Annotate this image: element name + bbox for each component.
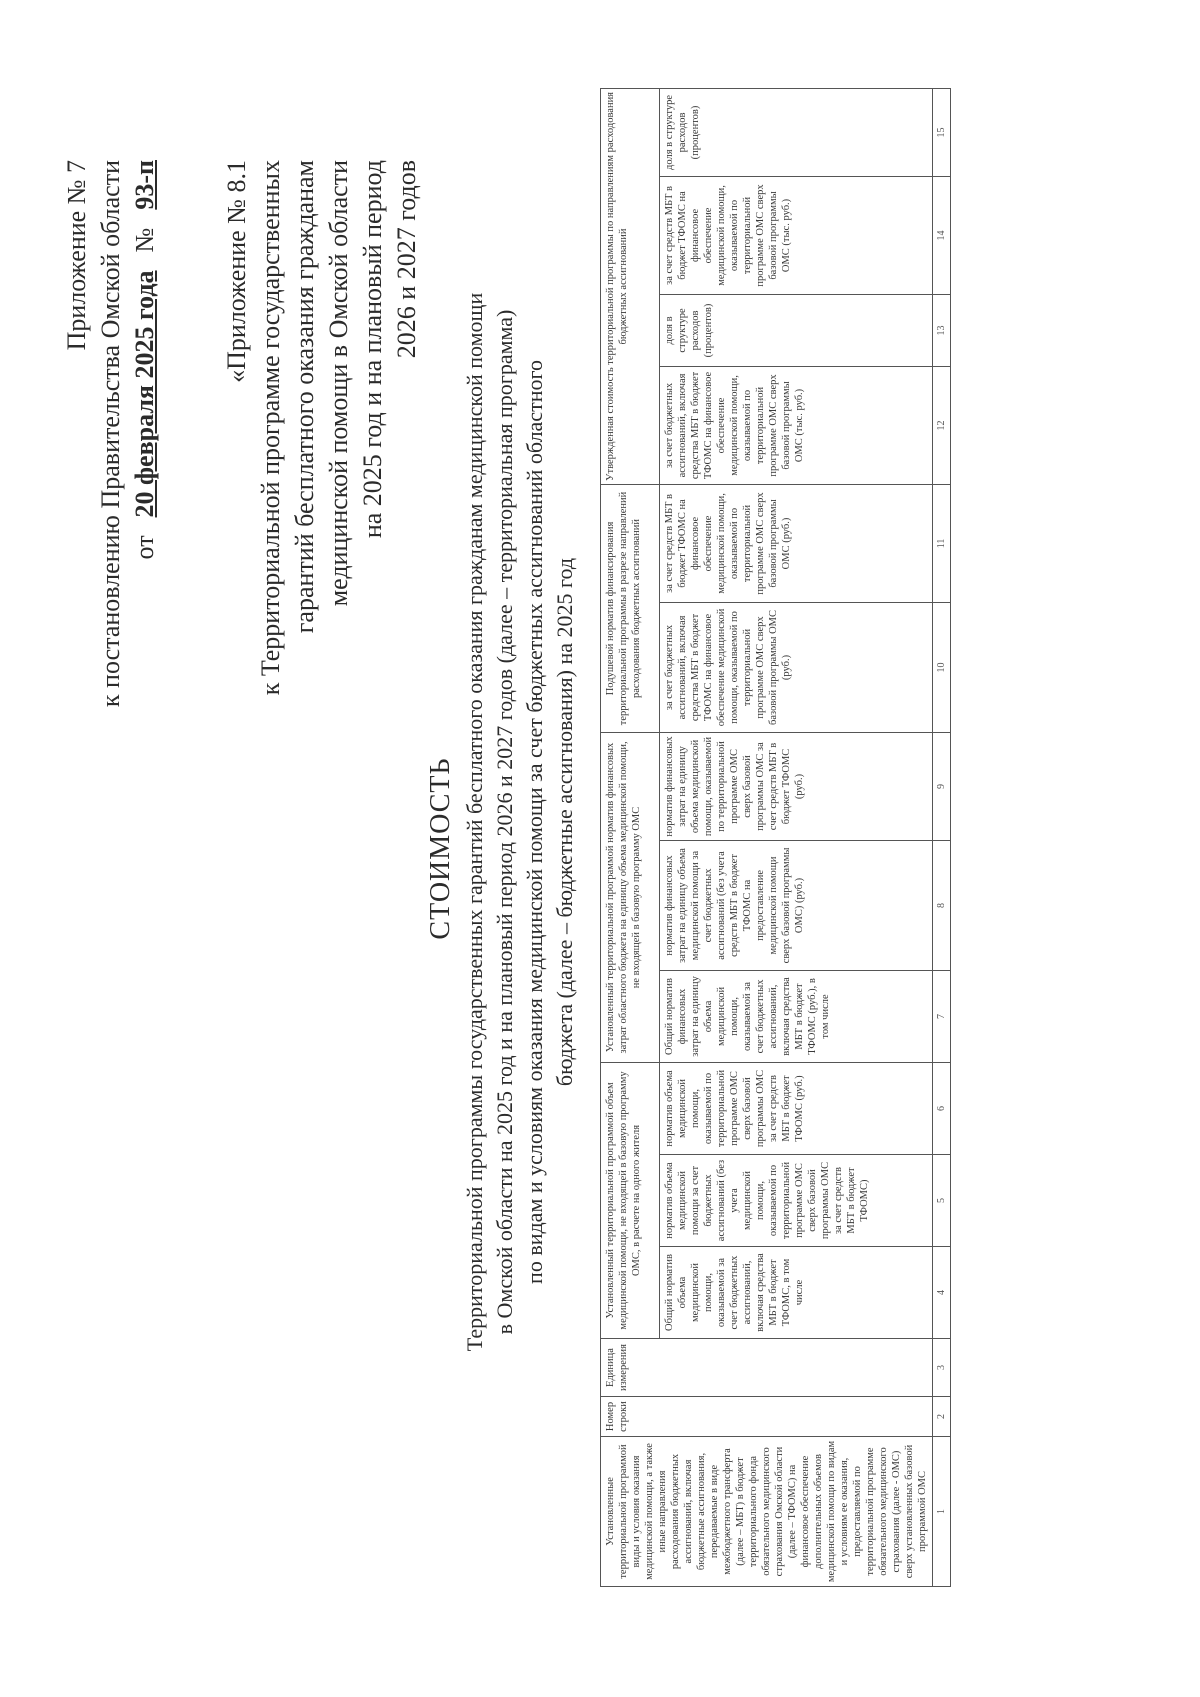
subtitle-line-2: в Омской области на 2025 год и на плановый период 2026 и 2027 годов (далее – территориальная программа) <box>492 309 517 1335</box>
column-number-row <box>933 88 951 1586</box>
column-number: 10 <box>933 602 951 732</box>
column-number: 7 <box>933 970 951 1062</box>
column-number: 2 <box>933 1397 951 1437</box>
appendix-line-5: на 2025 год и на плановый период <box>358 160 387 539</box>
header-group-1: Установленный территориальной программой объем медицинской помощи, не входящей в базовую программу ОМС, в расчете на одного жителя <box>601 1062 660 1338</box>
subtitle-line-3: по видам и условиям оказания медицинской помощи за счет бюджетных ассигнований областного <box>522 360 547 1284</box>
header-group-2: Установленный территориальной программой норматив финансовых затрат областного бюджета на единицу объема медицинской помощи, не входящей в базовую программу ОМС <box>601 732 660 1062</box>
decree-date: 20 февраля 2025 года <box>130 270 159 518</box>
document-title: СТОИМОСТЬ <box>425 757 456 940</box>
column-number: 3 <box>933 1339 951 1397</box>
header-cell-2: Номер строки <box>601 1397 933 1437</box>
cost-table <box>600 88 951 1587</box>
column-number: 13 <box>933 294 951 366</box>
column-number: 4 <box>933 1247 951 1339</box>
subtitle-line-4: бюджета (далее – бюджетные ассигнования) на 2025 год <box>552 557 577 1087</box>
column-number: 1 <box>933 1437 951 1587</box>
column-number: 9 <box>933 732 951 840</box>
appendix-line-6: 2026 и 2027 годов <box>392 160 421 359</box>
column-number: 8 <box>933 840 951 970</box>
header-cell-13: доля в структуре расходов (процентов) <box>659 294 933 366</box>
appendix-line-2: к Территориальной программе государственных <box>256 160 285 696</box>
header-group-4: Утвержденная стоимость территориальной программы по направлениям расходования бюджетных ассигнований <box>601 88 660 484</box>
appendix-line-1: «Приложение № 8.1 <box>222 160 251 383</box>
header-cell-5: норматив объема медицинской помощи за счет бюджетных ассигнований (без учета медицинской помощи, оказываемой по территориальной программе ОМС сверх базовой программы ОМС за счет средств МБТ в бюджет ТФОМС) <box>659 1155 933 1247</box>
date-prefix: от <box>130 535 159 560</box>
header-group-3: Подушевой норматив финансирования территориальной программы в разрезе направлений расходования бюджетных ассигнований <box>601 484 660 732</box>
column-number: 14 <box>933 176 951 294</box>
header-cell-8: норматив финансовых затрат на единицу объема медицинской помощи за счет бюджетных ассигнований (без учета средств МБТ в бюджет ТФОМС на предоставление медицинской помощи сверх базовой программы ОМС) (руб.) <box>659 840 933 970</box>
date-line <box>128 160 162 720</box>
column-number: 12 <box>933 366 951 484</box>
header-cell-1: Установленные территориальной программой виды и условия оказания медицинской помощи, а также иные направления расходования бюджетных ассигнований, включая бюджетные ассигнования, передаваемые в виде межбюджетного трансферта (далее – МБТ) в бюджет территориального фонда обязательного медицинского страхования Омской области (далее – ТФОМС) на финансовое обеспечение дополнительных объемов медицинской помощи по видам и условиям ее оказания, предоставляемой по территориальной программе обязательного медицинского страхования (далее - ОМС) сверх установленных базовой программой ОМС <box>601 1437 933 1587</box>
header-cell-10: за счет бюджетных ассигнований, включая средства МБТ в бюджет ТФОМС на финансовое обеспечение медицинской помощи, оказываемой по территориальной программе ОМС сверх базовой программы ОМС (руб.) <box>659 602 933 732</box>
header-cell-7: Общий норматив финансовых затрат на единицу объема медицинской помощи, оказываемой за счет бюджетных ассигнований, включая средства МБТ в бюджет ТФОМС (руб.), в том числе <box>659 970 933 1062</box>
decree-approval-block <box>60 160 162 720</box>
decree-number: 93-п <box>130 160 159 210</box>
decree-line: к постановлению Правительства Омской области <box>96 160 125 708</box>
header-cell-9: норматив финансовых затрат на единицу объема медицинской помощи, оказываемой по территориальной программе ОМС сверх базовой программы ОМС за счет средств МБТ в бюджет ТФОМС (руб.) <box>659 732 933 840</box>
header-cell-11: за счет средств МБТ в бюджет ТФОМС на финансовое обеспечение медицинской помощи, оказываемой по территориальной программе ОМС сверх базовой программы ОМС (руб.) <box>659 484 933 602</box>
column-number: 6 <box>933 1062 951 1154</box>
column-number: 15 <box>933 88 951 176</box>
header-cell-12: за счет бюджетных ассигнований, включая средства МБТ в бюджет ТФОМС на финансовое обеспечение медицинской помощи, оказываемой по территориальной программе ОМС сверх базовой программы ОМС (тыс. руб.) <box>659 366 933 484</box>
column-number: 5 <box>933 1155 951 1247</box>
number-prefix: № <box>130 227 159 253</box>
document-subtitle <box>460 247 580 1397</box>
appendix-block <box>220 160 424 780</box>
header-cell-6: норматив объема медицинской помощи, оказываемой по территориальной программе ОМС сверх базовой программы ОМС за счет средств МБТ в бюджет ТФОМС (руб.) <box>659 1062 933 1154</box>
header-cell-15: доля в структуре расходов (процентов) <box>659 88 933 176</box>
column-number: 11 <box>933 484 951 602</box>
header-cell-4: Общий норматив объема медицинской помощи, оказываемой за счет бюджетных ассигнований, включая средства МБТ в бюджет ТФОМС, в том числе <box>659 1247 933 1339</box>
appendix-line-3: гарантий бесплатного оказания гражданам <box>290 160 319 634</box>
appendix-line: Приложение № 7 <box>62 160 91 351</box>
table-header-row <box>601 88 660 1586</box>
header-cell-3: Единица измерения <box>601 1339 933 1397</box>
appendix-line-4: медицинской помощи в Омской области <box>324 160 353 607</box>
header-cell-14: за счет средств МБТ в бюджет ТФОМС на финансовое обеспечение медицинской помощи, оказываемой по территориальной программе ОМС сверх базовой программы ОМС (тыс. руб.) <box>659 176 933 294</box>
subtitle-line-1: Территориальной программы государственных гарантий бесплатного оказания гражданам медицинской помощи <box>462 292 487 1352</box>
